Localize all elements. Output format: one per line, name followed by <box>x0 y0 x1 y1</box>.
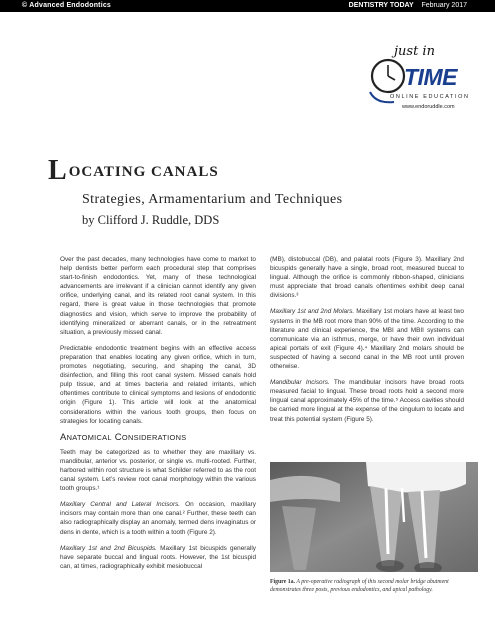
title-rest: OCATING CANALS <box>68 164 219 180</box>
radiograph-figure <box>270 462 478 572</box>
paragraph-lead: Maxillary 1st and 2nd Bicuspids. <box>60 544 157 552</box>
radiograph-image <box>270 462 478 572</box>
issue-date: February 2017 <box>421 2 467 9</box>
section-word: NATOMICAL <box>66 432 112 442</box>
paragraph <box>60 500 256 536</box>
paragraph: Over the past decades, many technologies have come to market to help dentists better perform each procedural step that comprises start-to-finish endodontics. Yet, many of these technological advancements are irrelevant if a clinician cannot identify any given orifice, underlying canal, and its related root canal system. In this regard, there is great value in those technologies that promote diagnostics and vision, which serve to improve the probability of identifying mineralized or aberrant canals, or in the retreatment situation, a previously missed canal. <box>60 256 256 336</box>
logo-url[interactable]: www.endoruddle.com <box>402 104 455 110</box>
section-heading <box>60 433 256 442</box>
text-column-left <box>60 255 256 578</box>
paragraph: Predictable endodontic treatment begins with an effective access preparation that enables locating any given orifice, which in turn, promotes negotiating, securing, and shaping the canal, 3D disinfection, and filling this root canal system. Missed canals hold pulp tissue, and at times bacteria and related irritants, which oftentimes contribute to clinical symptoms and lesions of endodontic origin (Figure 1). This article will look at the anatomical considerations within the various tooth groups, then focus on strategies for locating canals. <box>60 344 256 425</box>
paragraph-text: The mandibular incisors have broad roots measured facial to lingual. These broad roots hold a second more lingual canal approximately 45% of the time.⁵ Access cavities should be carried more lingual at the expense of the cingulum to locate and treat this potential system (Figure 5). <box>270 379 464 423</box>
paragraph: (MB), distobuccal (DB), and palatal roots (Figure 3). Maxillary 2nd bicuspids generally have a single, broad root, measured buccal to lingual. Although the orifice is commonly ribbon-shaped, clinicians must appreciate that broad canals oftentimes exhibit deep canal divisions.³ <box>270 256 464 300</box>
publication-info <box>349 0 467 12</box>
article-heading <box>48 155 478 228</box>
just-in-time-logo[interactable] <box>364 42 484 122</box>
text-column-right <box>270 255 464 431</box>
paragraph <box>60 544 256 571</box>
title-initial: L <box>48 155 68 186</box>
publication-name: DENTISTRY TODAY <box>348 2 414 9</box>
header-bar <box>0 0 495 12</box>
paragraph <box>270 307 464 371</box>
article-byline: by Clifford J. Ruddle, DDS <box>82 213 220 227</box>
paragraph-lead: Mandibular Incisors. <box>270 379 330 387</box>
caption-text: A pre-operative radiograph of this second molar bridge abutment demonstrates three posts, previous endodontics, and apical pathology. <box>270 579 449 593</box>
logo-subtitle: ONLINE EDUCATION <box>390 94 470 100</box>
article-subtitle: Strategies, Armamentarium and Techniques <box>82 192 343 207</box>
figure-caption <box>270 578 476 594</box>
logo-brand: TIME <box>404 64 457 90</box>
paragraph-text: On occasion, maxillary incisors may contain more than one canal.² Further, these teeth can also radiographically display an anomaly, termed dens invaginatus or dens in dente, which is a tooth within a tooth (Figure 2). <box>60 501 256 536</box>
section-word: ONSIDERATIONS <box>121 432 187 442</box>
paragraph: Teeth may be categorized as to whether they are maxillary vs. mandibular, anterior vs. posterior, or single vs. multi-rooted. Further, harbored within root structure is what Schilder referred to as the root canal system. Let’s review root canal morphology within the various tooth groups.¹ <box>60 448 256 493</box>
section-initial: C <box>114 431 122 443</box>
section-initial: A <box>60 431 67 443</box>
paragraph-text: Maxillary 1st bicuspids generally have separate buccal and lingual roots. However, the 1st bicuspid can, at times, radiographically exhibit mesiobuccal <box>60 544 256 570</box>
caption-label: Figure 1a. <box>270 579 296 585</box>
paragraph-lead: Maxillary 1st and 2nd Molars. <box>270 308 355 316</box>
paragraph <box>270 378 464 423</box>
paragraph-lead: Maxillary Central and Lateral Incisors. <box>60 501 181 509</box>
article-title <box>48 155 478 186</box>
paragraph-text: Maxillary 1st molars have at least two systems in the MB root more than 90% of the time. According to the literature and clinical experience, the MBI and MBII systems can communicate via an isthmus, merge, or have their own individual apical portals of exit (Figure 4).⁴ Maxillary 2nd molars should be suspected of having a second canal in the MB root until proven otherwise. <box>270 308 464 371</box>
copyright-label: © Advanced Endodontics <box>22 2 112 9</box>
logo-script: just in <box>394 44 435 59</box>
